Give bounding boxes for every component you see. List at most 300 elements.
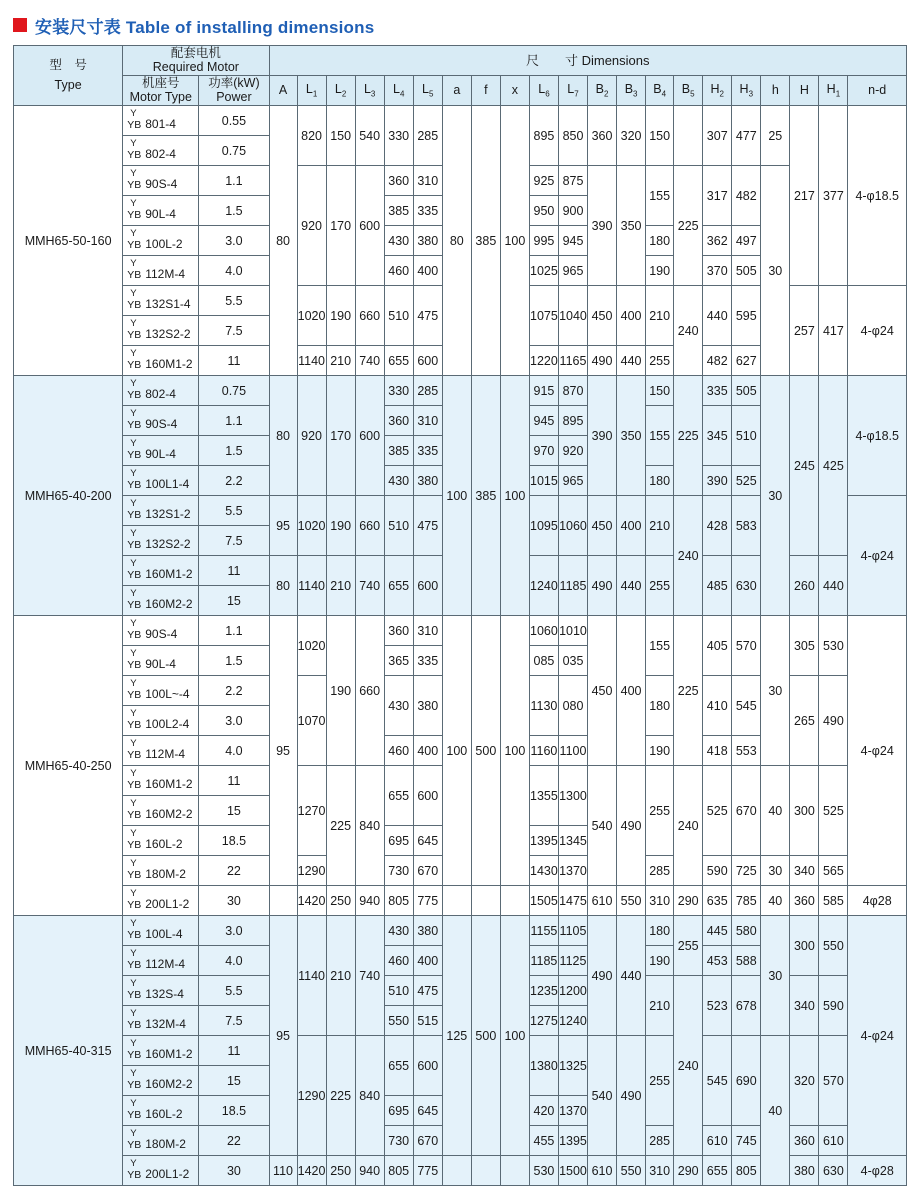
motor-model: 160M1-2 — [145, 777, 193, 791]
motor-type — [123, 346, 199, 376]
dim-cell: 600 — [413, 556, 442, 616]
dim-cell: 330 — [384, 376, 413, 406]
motor-line — [127, 1078, 198, 1092]
dim-cell: 600 — [355, 166, 384, 286]
dim-cell: 1130 — [529, 676, 558, 736]
dim-cell: 450 — [588, 616, 617, 766]
dim-cell: 660 — [355, 496, 384, 556]
motor-model: 160M1-2 — [145, 567, 193, 581]
dim-col-main: L — [305, 81, 313, 96]
dim-col-header — [500, 76, 529, 106]
dim-cell: 840 — [355, 766, 384, 886]
dim-cell: 1370 — [558, 856, 587, 886]
dim-cell: 695 — [384, 1096, 413, 1126]
dim-col-main: B — [624, 81, 634, 96]
dim-cell: 655 — [384, 766, 413, 826]
dim-cell: 1020 — [297, 616, 326, 676]
motor-yb-label: YB — [127, 209, 142, 221]
dim-cell: 225 — [326, 766, 355, 886]
dim-cell: 460 — [384, 736, 413, 766]
dim-cell: 340 — [790, 856, 819, 886]
dim-col-main: H — [826, 81, 836, 96]
dim-cell: 265 — [790, 676, 819, 766]
motor-y-label: Y — [130, 648, 137, 659]
motor-y-label: Y — [130, 168, 137, 179]
motor-model: 112M-4 — [145, 747, 186, 761]
motor-y-label: Y — [130, 408, 137, 419]
dim-cell: 360 — [790, 1126, 819, 1156]
motor-model: 160L-2 — [145, 837, 183, 851]
dim-cell: 30 — [761, 916, 790, 1036]
motor-model: 160M2-2 — [145, 597, 193, 611]
motor-y-label: Y — [130, 318, 137, 329]
dim-cell — [269, 886, 297, 916]
dim-cell — [442, 886, 471, 916]
dim-cell: 460 — [384, 946, 413, 976]
motor-y-label: Y — [130, 828, 137, 839]
motor-power: 4.0 — [199, 946, 269, 976]
dim-cell: 440 — [617, 556, 646, 616]
type-header-cn: 型 号 — [49, 58, 87, 73]
dim-cell: 970 — [529, 436, 558, 466]
dim-cell: 583 — [732, 496, 761, 556]
dim-col-main: B — [595, 81, 604, 96]
dim-cell: 100 — [500, 616, 529, 886]
motor-power: 5.5 — [199, 286, 269, 316]
table-header — [14, 46, 907, 106]
dim-cell: 445 — [703, 916, 732, 946]
motor-y-label: Y — [130, 978, 137, 989]
motor-line — [127, 1108, 198, 1122]
dim-col-main: H — [710, 81, 720, 96]
motor-yb-label: YB — [127, 1109, 142, 1121]
motor-y-label: Y — [130, 228, 137, 239]
dim-cell: 450 — [588, 496, 617, 556]
motor-model: 160M1-2 — [145, 357, 193, 371]
motor-yb-label: YB — [127, 539, 142, 551]
dim-col-sub: 2 — [719, 89, 724, 99]
motor-line — [127, 298, 198, 312]
dim-col-sub: 7 — [574, 89, 579, 99]
dim-cell: 350 — [617, 166, 646, 286]
motor-power: 1.5 — [199, 646, 269, 676]
motor-y-label: Y — [130, 438, 137, 449]
dim-cell: 95 — [269, 616, 297, 886]
dim-cell: 475 — [413, 286, 442, 346]
dim-col-main: B — [653, 81, 662, 96]
dim-cell: 25 — [761, 106, 790, 166]
motor-model: 180M-2 — [145, 1137, 186, 1151]
dim-col-header — [355, 76, 384, 106]
motor-type-header-en: Motor Type — [129, 89, 192, 104]
dim-cell: 1270 — [297, 766, 326, 856]
motor-model: 160M2-2 — [145, 807, 193, 821]
dim-cell: 4-φ28 — [848, 1156, 907, 1186]
motor-type — [123, 136, 199, 166]
motor-line — [127, 508, 198, 522]
motor-yb-label: YB — [127, 179, 142, 191]
dim-cell: 920 — [297, 166, 326, 286]
dim-cell: 430 — [384, 676, 413, 736]
dim-cell: 30 — [761, 616, 790, 766]
dim-cell: 360 — [384, 406, 413, 436]
dim-cell: 320 — [790, 1036, 819, 1126]
motor-line — [127, 118, 198, 132]
dim-col-header — [529, 76, 558, 106]
dim-cell: 1010 — [558, 616, 587, 646]
dim-cell: 4-φ24 — [848, 496, 907, 616]
dim-cell — [471, 1156, 500, 1186]
motor-power: 3.0 — [199, 916, 269, 946]
dim-cell: 590 — [703, 856, 732, 886]
dim-cell: 310 — [413, 406, 442, 436]
motor-y-label: Y — [130, 1008, 137, 1019]
motor-power: 1.5 — [199, 196, 269, 226]
dim-cell: 30 — [761, 166, 790, 376]
motor-y-label: Y — [130, 348, 137, 359]
motor-type — [123, 406, 199, 436]
dim-cell: 380 — [413, 676, 442, 736]
motor-power: 11 — [199, 556, 269, 586]
dim-cell: 460 — [384, 256, 413, 286]
dim-col-header — [703, 76, 732, 106]
pump-type: MMH65-40-250 — [14, 616, 123, 916]
motor-header — [123, 46, 269, 76]
dim-cell: 745 — [732, 1126, 761, 1156]
dim-cell: 725 — [732, 856, 761, 886]
dim-cell: 1345 — [558, 826, 587, 856]
dim-cell: 440 — [703, 286, 732, 346]
table-body — [14, 106, 907, 1186]
dim-cell: 4-φ24 — [848, 286, 907, 376]
dim-cell: 410 — [703, 676, 732, 736]
motor-power: 7.5 — [199, 526, 269, 556]
dim-cell: 1160 — [529, 736, 558, 766]
motor-power: 4.0 — [199, 256, 269, 286]
motor-line — [127, 718, 198, 732]
dim-cell: 450 — [588, 286, 617, 346]
motor-model: 100L1-4 — [145, 477, 190, 491]
dim-col-main: A — [278, 82, 288, 97]
motor-model: 132S2-2 — [145, 327, 191, 341]
motor-y-label: Y — [130, 558, 137, 569]
dim-cell: 545 — [703, 1036, 732, 1126]
dim-cell: 895 — [558, 406, 587, 436]
motor-model: 112M-4 — [145, 957, 186, 971]
motor-model: 112M-4 — [145, 267, 186, 281]
dim-cell: 550 — [384, 1006, 413, 1036]
dim-cell: 210 — [326, 556, 355, 616]
dim-cell: 385 — [384, 436, 413, 466]
dim-cell: 380 — [413, 916, 442, 946]
dim-cell: 610 — [588, 886, 617, 916]
motor-type — [123, 166, 199, 196]
motor-power: 11 — [199, 766, 269, 796]
motor-line — [127, 1168, 198, 1182]
motor-y-label: Y — [130, 1098, 137, 1109]
dim-cell: 250 — [326, 1156, 355, 1186]
dim-cell: 1070 — [297, 676, 326, 766]
dim-cell: 600 — [355, 376, 384, 496]
dim-cell: 670 — [413, 1126, 442, 1156]
dim-cell: 550 — [617, 1156, 646, 1186]
motor-yb-label: YB — [127, 1169, 142, 1181]
motor-type — [123, 496, 199, 526]
motor-header-cn: 配套电机 — [170, 46, 221, 61]
dim-col-main: B — [681, 81, 691, 96]
dim-cell: 440 — [617, 916, 646, 1036]
dim-cell: 1025 — [529, 256, 558, 286]
dim-cell: 610 — [703, 1126, 732, 1156]
dim-cell: 1300 — [558, 766, 587, 826]
motor-model: 100L-2 — [145, 237, 183, 251]
power-header-cn: 功率(kW) — [208, 76, 260, 91]
dim-cell: 525 — [703, 766, 732, 856]
dim-cell: 610 — [819, 1126, 848, 1156]
dim-cell: 1240 — [529, 556, 558, 616]
dim-cell — [500, 886, 529, 916]
motor-power: 15 — [199, 586, 269, 616]
dim-cell: 453 — [703, 946, 732, 976]
dim-cell: 510 — [732, 406, 761, 466]
dim-cell: 510 — [384, 496, 413, 556]
dim-cell: 400 — [413, 946, 442, 976]
motor-y-label: Y — [130, 618, 137, 629]
dim-cell: 950 — [529, 196, 558, 226]
dim-col-sub: 3 — [633, 89, 638, 99]
motor-line — [127, 748, 198, 762]
dim-cell: 285 — [646, 856, 674, 886]
motor-line — [127, 478, 198, 492]
motor-line — [127, 778, 198, 792]
dim-cell: 4-φ24 — [848, 916, 907, 1156]
dim-cell: 540 — [588, 766, 617, 886]
motor-line — [127, 628, 198, 642]
dim-cell: 190 — [326, 496, 355, 556]
dim-col-header — [819, 76, 848, 106]
dim-cell: 285 — [646, 1126, 674, 1156]
motor-line — [127, 868, 198, 882]
dim-cell: 180 — [646, 916, 674, 946]
motor-type — [123, 376, 199, 406]
motor-line — [127, 1048, 198, 1062]
motor-yb-label: YB — [127, 1079, 142, 1091]
dim-cell: 1220 — [529, 346, 558, 376]
dim-col-header — [442, 76, 471, 106]
dim-col-header — [732, 76, 761, 106]
dim-cell: 920 — [297, 376, 326, 496]
dim-cell: 660 — [355, 286, 384, 346]
dim-cell: 30 — [761, 376, 790, 616]
dim-cell: 630 — [819, 1156, 848, 1186]
dim-cell: 190 — [326, 616, 355, 766]
dim-cell: 695 — [384, 826, 413, 856]
dim-cell: 350 — [617, 376, 646, 496]
dim-cell: 190 — [326, 286, 355, 346]
motor-yb-label: YB — [127, 629, 142, 641]
motor-model: 100L~-4 — [145, 687, 190, 701]
dim-cell: 510 — [384, 976, 413, 1006]
dim-cell: 485 — [703, 556, 732, 616]
dim-cell: 545 — [732, 676, 761, 736]
dim-cell: 100 — [500, 376, 529, 616]
motor-type — [123, 796, 199, 826]
pump-type: MMH65-50-160 — [14, 106, 123, 376]
dim-col-sub: 4 — [661, 89, 667, 99]
motor-line — [127, 598, 198, 612]
table-row — [14, 916, 907, 946]
motor-line — [127, 418, 198, 432]
dim-cell — [471, 886, 500, 916]
dim-cell: 95 — [269, 496, 297, 556]
dim-cell: 40 — [761, 886, 790, 916]
dim-cell: 245 — [790, 376, 819, 556]
motor-power: 15 — [199, 796, 269, 826]
dim-cell: 490 — [588, 556, 617, 616]
dim-cell: 425 — [819, 376, 848, 556]
motor-model: 180M-2 — [145, 867, 186, 881]
dim-cell: 785 — [732, 886, 761, 916]
dim-col-header — [471, 76, 500, 106]
dim-cell: 305 — [790, 616, 819, 676]
motor-type — [123, 1036, 199, 1066]
dim-cell: 290 — [674, 1156, 703, 1186]
dim-cell: 580 — [732, 916, 761, 946]
dim-cell: 1275 — [529, 1006, 558, 1036]
dim-cell: 40 — [761, 766, 790, 856]
dim-cell: 1395 — [529, 826, 558, 856]
dim-cell: 390 — [588, 376, 617, 496]
dim-cell: 670 — [413, 856, 442, 886]
table-row — [14, 376, 907, 406]
dim-cell: 190 — [646, 736, 674, 766]
dim-cell: 490 — [617, 766, 646, 886]
dim-col-main: h — [771, 82, 779, 97]
motor-type — [123, 466, 199, 496]
motor-model: 802-4 — [145, 147, 176, 161]
motor-yb-label: YB — [127, 419, 142, 431]
dim-cell: 670 — [732, 766, 761, 856]
motor-type — [123, 226, 199, 256]
dim-cell: 180 — [646, 676, 674, 736]
red-square-icon — [13, 18, 27, 32]
dim-cell: 180 — [646, 466, 674, 496]
motor-y-label: Y — [130, 1128, 137, 1139]
motor-yb-label: YB — [127, 449, 142, 461]
motor-yb-label: YB — [127, 899, 142, 911]
motor-y-label: Y — [130, 498, 137, 509]
motor-type-header-cn: 机座号 — [142, 76, 180, 91]
motor-type — [123, 1156, 199, 1186]
motor-yb-label: YB — [127, 569, 142, 581]
dim-cell: 30 — [761, 856, 790, 886]
dim-cell: 490 — [617, 1036, 646, 1156]
dim-cell: 440 — [617, 346, 646, 376]
motor-y-label: Y — [130, 1158, 137, 1169]
dim-cell: 210 — [326, 916, 355, 1036]
dim-cell: 655 — [384, 346, 413, 376]
dim-cell: 290 — [674, 886, 703, 916]
dim-cell: 155 — [646, 616, 674, 676]
dim-cell: 400 — [617, 286, 646, 346]
dim-cell: 1020 — [297, 286, 326, 346]
motor-y-label: Y — [130, 738, 137, 749]
dim-cell: 400 — [617, 496, 646, 556]
dim-cell: 805 — [384, 886, 413, 916]
pump-type: MMH65-40-315 — [14, 916, 123, 1186]
motor-power: 2.2 — [199, 676, 269, 706]
dim-cell: 920 — [558, 436, 587, 466]
motor-yb-label: YB — [127, 359, 142, 371]
dim-cell: 525 — [819, 766, 848, 856]
motor-line — [127, 838, 198, 852]
dim-cell: 400 — [617, 616, 646, 766]
motor-yb-label: YB — [127, 329, 142, 341]
motor-line — [127, 1138, 198, 1152]
motor-power: 5.5 — [199, 496, 269, 526]
motor-type — [123, 436, 199, 466]
motor-yb-label: YB — [127, 479, 142, 491]
dim-cell: 240 — [674, 766, 703, 886]
dim-cell: 500 — [471, 916, 500, 1156]
dim-cell: 360 — [384, 166, 413, 196]
motor-y-label: Y — [130, 798, 137, 809]
motor-yb-label: YB — [127, 779, 142, 791]
dim-cell: 330 — [384, 106, 413, 166]
dim-cell: 505 — [732, 376, 761, 406]
dim-cell: 1140 — [297, 346, 326, 376]
dim-cell: 170 — [326, 166, 355, 286]
dim-cell: 310 — [646, 1156, 674, 1186]
dim-cell: 1040 — [558, 286, 587, 346]
motor-type — [123, 766, 199, 796]
dim-cell: 490 — [588, 346, 617, 376]
dim-cell: 4φ28 — [848, 886, 907, 916]
dim-cell: 40 — [761, 1036, 790, 1186]
dim-col-main: L — [538, 81, 546, 96]
motor-type — [123, 916, 199, 946]
dim-cell: 490 — [588, 916, 617, 1036]
dim-cell: 1100 — [558, 736, 587, 766]
dim-col-main: L — [363, 81, 371, 96]
dim-cell: 1200 — [558, 976, 587, 1006]
motor-power: 3.0 — [199, 706, 269, 736]
motor-line — [127, 538, 198, 552]
motor-model: 90L-4 — [145, 657, 176, 671]
dim-cell: 150 — [646, 376, 674, 406]
dim-cell: 370 — [703, 256, 732, 286]
motor-model: 160M1-2 — [145, 1047, 193, 1061]
motor-type — [123, 256, 199, 286]
dim-cell: 740 — [355, 346, 384, 376]
dim-cell: 945 — [529, 406, 558, 436]
dim-cell: 610 — [588, 1156, 617, 1186]
dim-col-sub: 5 — [429, 89, 434, 99]
dim-cell: 255 — [674, 916, 703, 976]
motor-power: 5.5 — [199, 976, 269, 1006]
dim-col-main: L — [422, 81, 429, 96]
dim-cell: 540 — [355, 106, 384, 166]
dim-cell: 150 — [326, 106, 355, 166]
motor-line — [127, 688, 198, 702]
dim-cell: 80 — [269, 376, 297, 496]
motor-power: 1.1 — [199, 166, 269, 196]
motor-yb-label: YB — [127, 299, 142, 311]
dim-cell: 95 — [269, 916, 297, 1156]
dim-cell: 585 — [819, 886, 848, 916]
dim-cell: 925 — [529, 166, 558, 196]
dim-cell: 965 — [558, 256, 587, 286]
